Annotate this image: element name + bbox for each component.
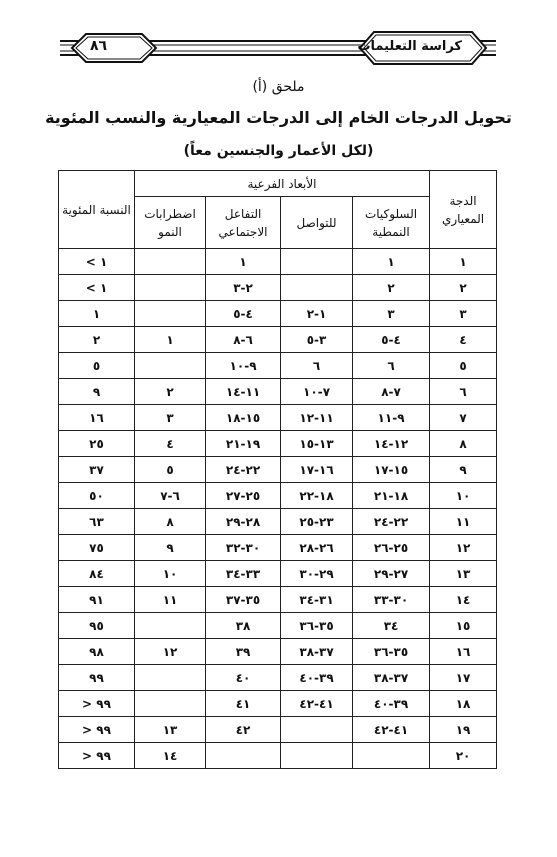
header-developmental-disturbances: اضطرابات النمو [135,197,206,249]
cell-percentile: ٥٠ [59,483,135,509]
cell-standard-score: ١٤ [430,587,497,613]
cell-developmental-disturbances: ٢ [135,379,206,405]
table-row [59,301,497,327]
cell-stereotyped-behaviors: ٣ [353,301,430,327]
cell-social-interaction: ٢٨-٢٩ [206,509,281,535]
cell-communication [281,717,353,743]
table-row [59,431,497,457]
cell-stereotyped-behaviors: ٦ [353,353,430,379]
cell-social-interaction: ٣٩ [206,639,281,665]
cell-standard-score: ١٦ [430,639,497,665]
cell-communication: ٣٧-٣٨ [281,639,353,665]
cell-communication: ٧-١٠ [281,379,353,405]
cell-stereotyped-behaviors: ٢ [353,275,430,301]
table-row [59,353,497,379]
cell-stereotyped-behaviors: ١٢-١٤ [353,431,430,457]
cell-developmental-disturbances [135,353,206,379]
cell-stereotyped-behaviors: ٣٤ [353,613,430,639]
table-row [59,561,497,587]
table-row [59,587,497,613]
conversion-table [58,170,497,769]
cell-stereotyped-behaviors: ٤-٥ [353,327,430,353]
cell-standard-score: ١٩ [430,717,497,743]
cell-stereotyped-behaviors: ٢٢-٢٤ [353,509,430,535]
cell-social-interaction: ٣٥-٣٧ [206,587,281,613]
cell-communication: ٣٥-٣٦ [281,613,353,639]
cell-communication: ٦ [281,353,353,379]
cell-communication: ٢٦-٢٨ [281,535,353,561]
cell-social-interaction: ٤٢ [206,717,281,743]
cell-standard-score: ١ [430,249,497,275]
header-percentile: النسبة المئوية [59,171,135,249]
cell-standard-score: ١٢ [430,535,497,561]
header-communication: للتواصل [281,197,353,249]
cell-standard-score: ٢٠ [430,743,497,769]
table-row [59,743,497,769]
cell-percentile: ٥ [59,353,135,379]
table-row [59,717,497,743]
table-row [59,457,497,483]
cell-standard-score: ٤ [430,327,497,353]
cell-communication [281,275,353,301]
cell-standard-score: ١٧ [430,665,497,691]
cell-percentile: ٩٩ < [59,717,135,743]
cell-social-interaction [206,743,281,769]
cell-developmental-disturbances [135,249,206,275]
cell-social-interaction: ٣٨ [206,613,281,639]
cell-social-interaction: ٣٠-٣٢ [206,535,281,561]
cell-stereotyped-behaviors: ١٥-١٧ [353,457,430,483]
cell-social-interaction: ٢٢-٢٤ [206,457,281,483]
cell-standard-score: ٩ [430,457,497,483]
cell-percentile: ٩٩ < [59,691,135,717]
cell-stereotyped-behaviors: ٣٧-٣٨ [353,665,430,691]
cell-social-interaction: ٢٥-٢٧ [206,483,281,509]
header-stereotyped-behaviors: السلوكيات النمطية [353,197,430,249]
table-row [59,691,497,717]
cell-stereotyped-behaviors: ٣٩-٤٠ [353,691,430,717]
cell-social-interaction: ١١-١٤ [206,379,281,405]
cell-communication: ٣-٥ [281,327,353,353]
table-row [59,483,497,509]
cell-standard-score: ٧ [430,405,497,431]
page-title: تحويل الدرجات الخام إلى الدرجات المعيارية والنسب المئوية [45,108,512,127]
cell-developmental-disturbances: ١١ [135,587,206,613]
cell-social-interaction: ٢-٣ [206,275,281,301]
cell-standard-score: ١٥ [430,613,497,639]
cell-developmental-disturbances: ٩ [135,535,206,561]
cell-percentile: ٦٣ [59,509,135,535]
cell-developmental-disturbances: ١٢ [135,639,206,665]
cell-percentile: ٩٩ [59,665,135,691]
cell-communication [281,743,353,769]
cell-developmental-disturbances: ١٠ [135,561,206,587]
cell-communication: ١-٢ [281,301,353,327]
cell-percentile: ٩٩ < [59,743,135,769]
table-row [59,509,497,535]
cell-stereotyped-behaviors: ٣٥-٣٦ [353,639,430,665]
cell-percentile: ٩ [59,379,135,405]
table-row [59,535,497,561]
cell-standard-score: ٦ [430,379,497,405]
cell-developmental-disturbances [135,613,206,639]
table-body [59,249,497,769]
cell-stereotyped-behaviors: ٩-١١ [353,405,430,431]
table-row [59,249,497,275]
cell-percentile: ٣٧ [59,457,135,483]
cell-percentile: ٢ [59,327,135,353]
cell-communication: ٢٣-٢٥ [281,509,353,535]
header-standard-score: الدجة المعياري [430,171,497,249]
cell-communication: ١٦-١٧ [281,457,353,483]
table-row [59,379,497,405]
cell-developmental-disturbances: ٦-٧ [135,483,206,509]
cell-communication: ٤١-٤٢ [281,691,353,717]
cell-percentile: ٩٥ [59,613,135,639]
cell-communication [281,249,353,275]
table-row [59,327,497,353]
cell-stereotyped-behaviors: ٣٠-٣٣ [353,587,430,613]
cell-social-interaction: ٤-٥ [206,301,281,327]
cell-developmental-disturbances: ٥ [135,457,206,483]
cell-stereotyped-behaviors: ١٨-٢١ [353,483,430,509]
cell-standard-score: ٣ [430,301,497,327]
cell-developmental-disturbances: ١٤ [135,743,206,769]
cell-stereotyped-behaviors: ٤١-٤٢ [353,717,430,743]
cell-percentile: ٨٤ [59,561,135,587]
cell-developmental-disturbances: ٣ [135,405,206,431]
cell-communication: ٢٩-٣٠ [281,561,353,587]
page-number: ٨٦ [90,38,108,54]
cell-social-interaction: ١٥-١٨ [206,405,281,431]
cell-communication: ١٨-٢٢ [281,483,353,509]
cell-stereotyped-behaviors: ٢٧-٢٩ [353,561,430,587]
cell-developmental-disturbances [135,275,206,301]
cell-developmental-disturbances: ١٣ [135,717,206,743]
cell-developmental-disturbances [135,691,206,717]
appendix-label: ملحق (أ) [252,79,305,95]
cell-standard-score: ١٨ [430,691,497,717]
header-social-interaction: التفاعل الاجتماعي [206,197,281,249]
cell-social-interaction: ١٩-٢١ [206,431,281,457]
cell-percentile: ٩٨ [59,639,135,665]
cell-percentile: ١ [59,301,135,327]
page-subtitle: (لكل الأعمار والجنسين معاً) [183,143,374,159]
cell-social-interaction: ٤٠ [206,665,281,691]
cell-percentile: ٢٥ [59,431,135,457]
cell-standard-score: ١٣ [430,561,497,587]
cell-social-interaction: ١ [206,249,281,275]
table-row [59,275,497,301]
cell-social-interaction: ٩-١٠ [206,353,281,379]
cell-stereotyped-behaviors: ٧-٨ [353,379,430,405]
cell-percentile: ٩١ [59,587,135,613]
cell-developmental-disturbances [135,665,206,691]
cell-social-interaction: ٣٣-٣٤ [206,561,281,587]
cell-standard-score: ١١ [430,509,497,535]
cell-stereotyped-behaviors: ١ [353,249,430,275]
table-row [59,405,497,431]
running-header [60,28,496,68]
cell-communication: ١٣-١٥ [281,431,353,457]
cell-developmental-disturbances: ٤ [135,431,206,457]
cell-percentile: ١ > [59,275,135,301]
cell-percentile: ١٦ [59,405,135,431]
cell-developmental-disturbances: ٨ [135,509,206,535]
cell-developmental-disturbances [135,301,206,327]
cell-stereotyped-behaviors [353,743,430,769]
cell-standard-score: ١٠ [430,483,497,509]
header-subdimensions: الأبعاد الفرعية [135,171,430,197]
cell-standard-score: ٢ [430,275,497,301]
cell-social-interaction: ٦-٨ [206,327,281,353]
cell-social-interaction: ٤١ [206,691,281,717]
cell-percentile: ٧٥ [59,535,135,561]
cell-communication: ٣٩-٤٠ [281,665,353,691]
table-row [59,613,497,639]
book-title: كراسة التعليمات [357,39,462,54]
cell-developmental-disturbances: ١ [135,327,206,353]
cell-stereotyped-behaviors: ٢٥-٢٦ [353,535,430,561]
cell-communication: ١١-١٢ [281,405,353,431]
cell-communication: ٣١-٣٤ [281,587,353,613]
cell-standard-score: ٨ [430,431,497,457]
cell-standard-score: ٥ [430,353,497,379]
cell-percentile: ١ > [59,249,135,275]
table-row [59,665,497,691]
table-row [59,639,497,665]
